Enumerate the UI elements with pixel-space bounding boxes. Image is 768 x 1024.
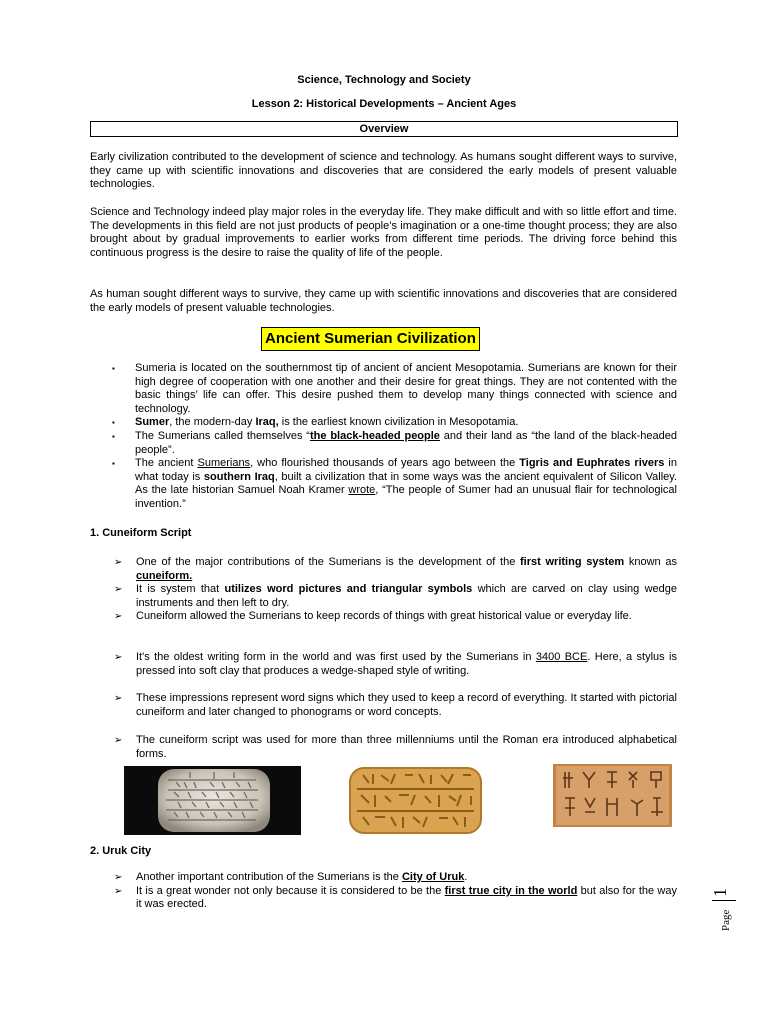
- arrow-bullet-icon: ➢: [114, 735, 123, 746]
- cuneiform-list-4: [112, 734, 677, 761]
- sumer-bullet-list: [112, 362, 677, 512]
- overview-label: Overview: [359, 123, 409, 135]
- pictograph-tablet-photo: [553, 764, 672, 827]
- arrow-bullet-icon: ➢: [114, 584, 123, 596]
- overview-paragraph-1: Early civilization contributed to the development of science and technology. As humans sought different ways to survive, they came up with scientific innovations and discoveries that are considered the early models of present valuable technologies.: [90, 151, 677, 191]
- section-heading-cuneiform: 1. Cuneiform Script: [90, 527, 192, 539]
- list-item: ➢ Another important contribution of the Sumerians is the City of Uruk.: [114, 871, 468, 883]
- square-bullet-icon: ▪: [112, 431, 115, 441]
- square-bullet-icon: ▪: [112, 459, 115, 469]
- arrow-bullet-icon: ➢: [114, 611, 123, 623]
- cuneiform-list-2: [112, 651, 677, 678]
- 3400-bce-link[interactable]: 3400 BCE: [535, 651, 588, 663]
- clay-tablet-photo: [124, 766, 301, 835]
- sumerian-heading: Ancient Sumerian Civilization: [261, 327, 480, 351]
- list-item: ▪ The Sumerians called themselves “the black-headed people and their land as “the land of the black-headed people”.: [112, 429, 677, 456]
- list-item: ▪ The ancient Sumerians, who flourished thousands of years ago between the Tigris and Euphrates rivers in what today is southern Iraq, built a civilization that in some ways was the ancient equivalent of Silicon Valley. As the late historian Samuel Noah Kramer wrote, “The people of Sumer had an unusual flair for technological invention.”: [112, 457, 677, 510]
- list-item: ▪ Sumer, the modern-day Iraq, is the earliest known civilization in Mesopotamia.: [112, 416, 519, 429]
- first-true-city-link[interactable]: first true city in the world: [444, 884, 578, 897]
- lesson-title: Lesson 2: Historical Developments – Ancient Ages: [251, 98, 517, 110]
- square-bullet-icon: ▪: [112, 364, 115, 373]
- cuneiform-list-1: [112, 556, 677, 624]
- list-item: ➢ It's the oldest writing form in the world and was first used by the Sumerians in 3400 BCE. Here, a stylus is pressed into soft clay that produces a wedge-shaped style of writing.: [114, 651, 677, 677]
- sumerians-link[interactable]: Sumerians: [197, 457, 251, 470]
- arrow-bullet-icon: ➢: [114, 652, 123, 663]
- wrote-link[interactable]: wrote: [348, 484, 376, 497]
- cuneiform-link[interactable]: cuneiform.: [136, 569, 193, 582]
- square-bullet-icon: ▪: [112, 418, 115, 428]
- document-title: Science, Technology and Society: [297, 74, 471, 86]
- overview-paragraph-2: Science and Technology indeed play major roles in the everyday life. They make difficult and with so little effort and time. The developments in this field are not just products of people’s imagination or a one-time thought process; they are also brought about by gradual improvements to earlier works from different time periods. The driving force behind this continuous progress is the desire to raise the quality of life of the people.: [90, 206, 677, 259]
- page-number: 1: [710, 888, 730, 897]
- black-headed-people-link[interactable]: the black-headed people: [309, 429, 440, 442]
- list-item: ➢ The cuneiform script was used for more than three millenniums until the Roman era introduced alphabetical forms.: [114, 734, 677, 760]
- arrow-bullet-icon: ➢: [114, 693, 123, 704]
- list-item: ➢ It is system that utilizes word pictures and triangular symbols which are carved on clay using wedge instruments and then left to dry.: [114, 583, 677, 609]
- list-item: ▪ Sumeria is located on the southernmost tip of ancient of ancient Mesopotamia. Sumerians are known for their high degree of cooperation with one another and their desire for great things. They are not contented with the basic things’ life can offer. This desire pushed them to develop many things connected with science and technology.: [112, 362, 677, 415]
- cuneiform-tablet-illustration: [347, 765, 484, 836]
- arrow-bullet-icon: ➢: [114, 557, 123, 568]
- city-of-uruk-link[interactable]: City of Uruk: [401, 871, 465, 883]
- section-heading-uruk: 2. Uruk City: [90, 845, 152, 857]
- cuneiform-list-3: [112, 692, 677, 719]
- page-label-text: Page: [720, 909, 732, 931]
- list-item: ➢ These impressions represent word signs which they used to keep a record of everything. It started with pictorial cuneiform and later changed to phonograms or word concepts.: [114, 692, 677, 718]
- list-item: ➢ It is a great wonder not only because it is considered to be the first true city in the world but also for the way it was erected.: [114, 884, 677, 911]
- list-item: ➢ One of the major contributions of the Sumerians is the development of the first writing system known as cuneiform.: [114, 556, 677, 582]
- page-number-label: [709, 873, 739, 933]
- arrow-bullet-icon: ➢: [114, 872, 123, 883]
- overview-paragraph-3: As human sought different ways to survive, they came up with scientific innovations and discoveries that are considered the early models of present valuable technologies.: [90, 288, 677, 314]
- list-item: ➢ Cuneiform allowed the Sumerians to keep records of things with great historical value or everyday life.: [114, 610, 632, 623]
- arrow-bullet-icon: ➢: [114, 885, 123, 897]
- page-divider-line: [712, 900, 736, 901]
- uruk-list: [112, 871, 677, 912]
- overview-header-box: [90, 121, 678, 137]
